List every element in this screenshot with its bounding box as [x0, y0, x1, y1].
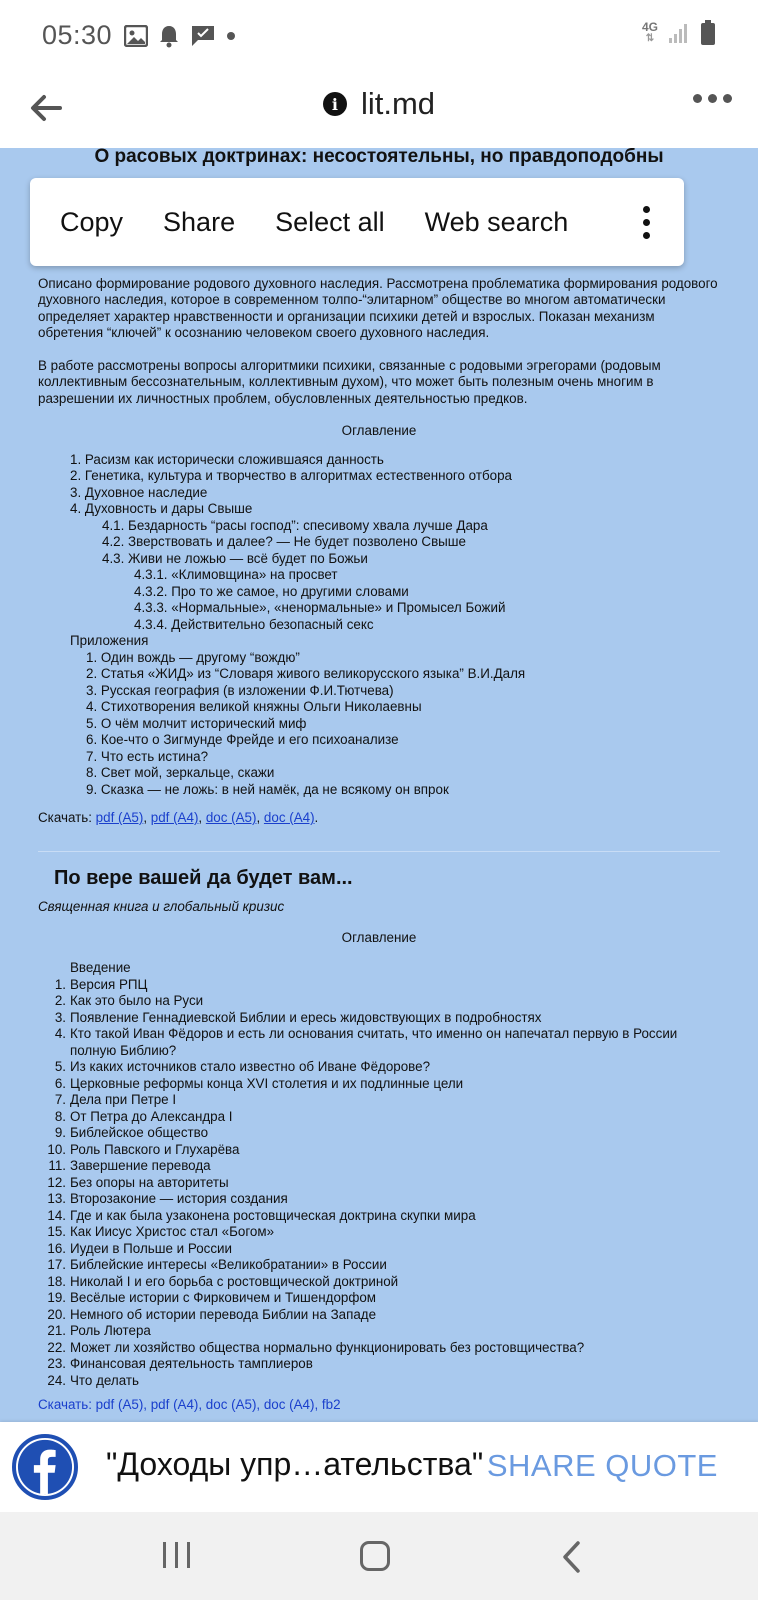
toc-item-number: 10. [47, 1141, 66, 1157]
toc-item [47, 1141, 720, 1159]
appendix-item: 6. Кое-что о Зигмунде Фрейде и его психоанализе [86, 732, 399, 747]
dot [693, 94, 702, 103]
article-title: О расовых доктринах: несостоятельны, но правдоподобны [94, 148, 664, 167]
toc-item-text: От Петра до Александра I [70, 1108, 233, 1124]
toc-item: 4. Духовность и дары Свыше [70, 501, 253, 516]
dot [643, 206, 650, 213]
toc-item-number: 12. [47, 1174, 66, 1190]
recent-apps-icon[interactable] [163, 1542, 190, 1568]
toc-item [47, 1174, 720, 1192]
bell-icon [158, 24, 180, 48]
article-title: По вере вашей да будет вам... [54, 866, 353, 889]
signal-icon [668, 22, 690, 44]
toc-item-number: 24. [47, 1372, 66, 1388]
dot-icon [226, 31, 236, 41]
dot [643, 232, 650, 239]
toc-item-text: Иудеи в Польше и России [70, 1240, 232, 1256]
toc-item [47, 1224, 720, 1241]
toc-item [54, 1026, 720, 1059]
toc-item-number: 22. [47, 1339, 66, 1355]
toc-item-number: 18. [47, 1273, 66, 1289]
toc-item-number: 1. [54, 976, 66, 992]
dot [708, 94, 717, 103]
toc-item-number: 5. [54, 1059, 66, 1074]
status-time: 05:30 [42, 20, 113, 50]
appendix-list [86, 650, 720, 799]
toc-item [47, 1257, 720, 1274]
article-paragraph: В работе рассмотрены вопросы алгоритмики психики, связанные с родовыми эгрегорами (родовым коллективным бессознательным, коллективным духом), что может быть полезным очень многим в разрешении их личностных проблем, обусловленных деятельностью предков. [38, 357, 661, 406]
appendix-item: 2. Статья «ЖИД» из “Словаря живого великорусского языка” В.И.Даля [86, 666, 526, 681]
toc-item-number: 20. [47, 1306, 66, 1322]
toc-item-text: Финансовая деятельность тамплиеров [70, 1356, 313, 1371]
toc-item-text: Библейское общество [70, 1125, 209, 1140]
appendix-item: 7. Что есть истина? [86, 748, 209, 764]
toc-subitem: 4.3.4. Действительно безопасный секс [134, 616, 374, 632]
toc-item-number: 4. [54, 1026, 66, 1041]
share-button[interactable]: Share [163, 206, 236, 237]
toc-item-text: Библейские интересы «Великобратании» в России [70, 1257, 387, 1272]
toc-item [54, 993, 720, 1010]
toc-item [54, 976, 720, 994]
toc-item-number: 19. [47, 1290, 66, 1305]
browser-header [0, 72, 758, 148]
appendix-title: Приложения [70, 633, 149, 648]
toc-title: Оглавление [341, 423, 417, 438]
toc-item-text: Из каких источников стало известно об Иване Фёдорове? [70, 1059, 431, 1074]
toc-item [54, 1092, 720, 1109]
toc-subitem: 4.3.1. «Климовщина» на просвет [134, 567, 338, 582]
toc-item-text: Где и как была узаконена ростовщическая доктрина скупки мира [70, 1207, 476, 1223]
toc-item: 2. Генетика, культура и творчество в алгоритмах естественного отбора [70, 468, 512, 483]
share-quote-button[interactable]: SHARE QUOTE [486, 1448, 718, 1483]
toc-item [54, 1009, 720, 1027]
toc-item-text: Дела при Петре I [70, 1092, 177, 1107]
toc-subitem: 4.3. Живи не ложью — всё будет по Божьи [102, 550, 368, 566]
network-type [642, 21, 658, 45]
toc-item-text: Немного об истории перевода Библии на Западе [70, 1306, 377, 1322]
status-bar [0, 0, 758, 72]
toc-item [47, 1306, 720, 1324]
toc-item: 1. Расизм как исторически сложившаяся данность [70, 451, 384, 467]
toc-item-text: Может ли хозяйство общества нормально функционировать без ростовщичества? [70, 1339, 585, 1355]
toc-subitem: 4.3.2. Про то же самое, но другими словами [134, 583, 409, 599]
toc-item-number: 14. [47, 1207, 66, 1223]
toc-item-number: 11. [48, 1158, 66, 1173]
toc-item-number: 23. [47, 1356, 66, 1371]
toc-item [54, 1108, 720, 1126]
toc-item [47, 1290, 720, 1307]
dot [643, 219, 650, 226]
notification-icons [124, 24, 236, 48]
divider [38, 851, 720, 852]
network-label: 4G [641, 20, 658, 34]
facebook-f-glyph [16, 1437, 74, 1497]
toc-item [54, 1075, 720, 1093]
toc-list [47, 976, 720, 1390]
toc-item-number: 13. [47, 1191, 66, 1206]
toc-item-number: 21. [47, 1323, 66, 1338]
toc-item-number: 6. [54, 1075, 66, 1091]
toc-item [54, 1125, 720, 1142]
toc-item [47, 1372, 720, 1390]
download-link-pdf-a5[interactable]: pdf (A5) [95, 810, 144, 825]
message-check-icon [190, 24, 216, 48]
toc-item-text: Появление Геннадиевской Библии и ересь жидовствующих в подробностях [70, 1009, 542, 1025]
toc-item-number: 17. [47, 1257, 66, 1272]
toc-item-number: 15. [47, 1224, 66, 1239]
download-row: Скачать: pdf (A5), pdf (A4), doc (A5), doc (A4). [38, 810, 319, 825]
more-vert-icon[interactable] [643, 206, 650, 239]
toc-item [47, 1207, 720, 1225]
info-icon[interactable]: i [323, 92, 347, 116]
download-label: Скачать: [38, 810, 92, 825]
appendix-item: 5. О чём молчит исторический миф [86, 715, 307, 731]
appendix-item: 4. Стихотворения великой княжны Ольги Николаевны [86, 699, 422, 714]
toc-item-text: Завершение перевода [70, 1158, 211, 1173]
toc-item [47, 1356, 720, 1373]
toc-item-text: Что делать [70, 1372, 139, 1388]
toc-item-number: 16. [47, 1240, 66, 1256]
toc-item [47, 1191, 720, 1208]
toc-item-text: Второзаконие — история создания [70, 1191, 288, 1206]
toc-item [47, 1339, 720, 1357]
toc-item-number: 7. [54, 1092, 66, 1107]
toc-item-number: 9. [54, 1125, 66, 1140]
article-subtitle: Священная книга и глобальный кризис [38, 899, 285, 914]
address-display[interactable] [0, 86, 758, 122]
toc-item-text: Как это было на Руси [70, 993, 204, 1008]
appendix-item: 3. Русская география (в изложении Ф.И.Тютчева) [86, 682, 394, 698]
copy-button[interactable]: Copy [60, 206, 124, 237]
home-icon[interactable] [360, 1541, 390, 1571]
more-options-button[interactable] [693, 94, 732, 103]
battery-icon [700, 20, 716, 46]
toc-item [47, 1273, 720, 1291]
article-paragraph: Описано формирование родового духовного наследия. Рассмотрена проблематика формирования родового духовного наследия, которое в современном толпо-“элитарном” обществе во многом автоматически определяет характер нравственности и организации психики детей и взрослых. Показан механизм обретения “ключей” к осознанию человеком своего духовного наследия. [38, 275, 718, 340]
share-quote-bar [0, 1422, 758, 1512]
toc-item-text: Николай I и его борьба с ростовщической доктриной [70, 1273, 399, 1289]
toc-item [48, 1158, 720, 1175]
domain-text: lit.md [360, 86, 436, 121]
quote-text: "Доходы упр…ательства" [106, 1446, 484, 1482]
toc-item-text: Роль Павского и Глухарёва [70, 1141, 240, 1157]
toc-subitem: 4.1. Бездарность “расы господ”: спесивому хвала лучше Дара [102, 517, 488, 533]
toc-item-number: 2. [54, 993, 66, 1008]
toc-item-text: Без опоры на авторитеты [70, 1174, 229, 1190]
toc-item-number: 8. [54, 1108, 66, 1124]
web-search-button[interactable]: Web search [424, 206, 569, 237]
toc-item [47, 1323, 720, 1340]
select-all-button[interactable]: Select all [275, 206, 385, 237]
toc-intro: Введение [70, 960, 131, 975]
download-row: Скачать: pdf (A5), pdf (A4), doc (A5), doc (A4), fb2 [38, 1397, 341, 1412]
appendix-item: 1. Один вождь — другому “вождю” [86, 649, 300, 665]
toc-item-text: Как Иисус Христос стал «Богом» [70, 1224, 275, 1239]
toc-item-number: 3. [54, 1009, 66, 1025]
back-icon[interactable] [560, 1540, 582, 1574]
appendix-item: 9. Сказка — не ложь: в ней намёк, да не всякому он впрок [86, 781, 449, 797]
toc-subitem: 4.2. Зверствовать и далее? — Не будет позволено Свыше [102, 534, 466, 549]
toc-item-text: Весёлые истории с Фирковичем и Тишендорфом [70, 1290, 377, 1305]
appendix-item: 8. Свет мой, зеркальце, скажи [86, 765, 275, 780]
toc-item-text: Церковные реформы конца XVI столетия и их подлинные цели [70, 1075, 464, 1091]
data-arrows-icon: ⇅ [645, 33, 655, 44]
toc-item-text: Версия РПЦ [70, 976, 148, 992]
toc-title: Оглавление [341, 929, 417, 945]
dot [723, 94, 732, 103]
toc-subitem: 4.3.3. «Нормальные», «ненормальные» и Промысел Божий [134, 600, 506, 615]
text-selection-menu [30, 178, 684, 266]
download-link-doc-a4[interactable]: doc (A4) [263, 810, 315, 825]
facebook-icon[interactable] [12, 1434, 78, 1500]
toc-item-text: Роль Лютера [70, 1323, 151, 1338]
download-link-pdf-a4[interactable]: pdf (A4) [150, 810, 199, 825]
page-content[interactable] [0, 148, 758, 1422]
toc-list [70, 452, 720, 634]
toc-item [47, 1240, 720, 1258]
toc-item-text: Кто такой Иван Фёдоров и есть ли основания считать, что именно он напечатал первую в России полную Библию? [70, 1026, 678, 1058]
system-nav-bar [0, 1512, 758, 1600]
download-link-doc-a5[interactable]: doc (A5) [205, 810, 257, 825]
toc-item: 3. Духовное наследие [70, 484, 208, 500]
image-icon [124, 25, 148, 47]
toc-item [54, 1059, 720, 1076]
system-icons [642, 20, 716, 46]
